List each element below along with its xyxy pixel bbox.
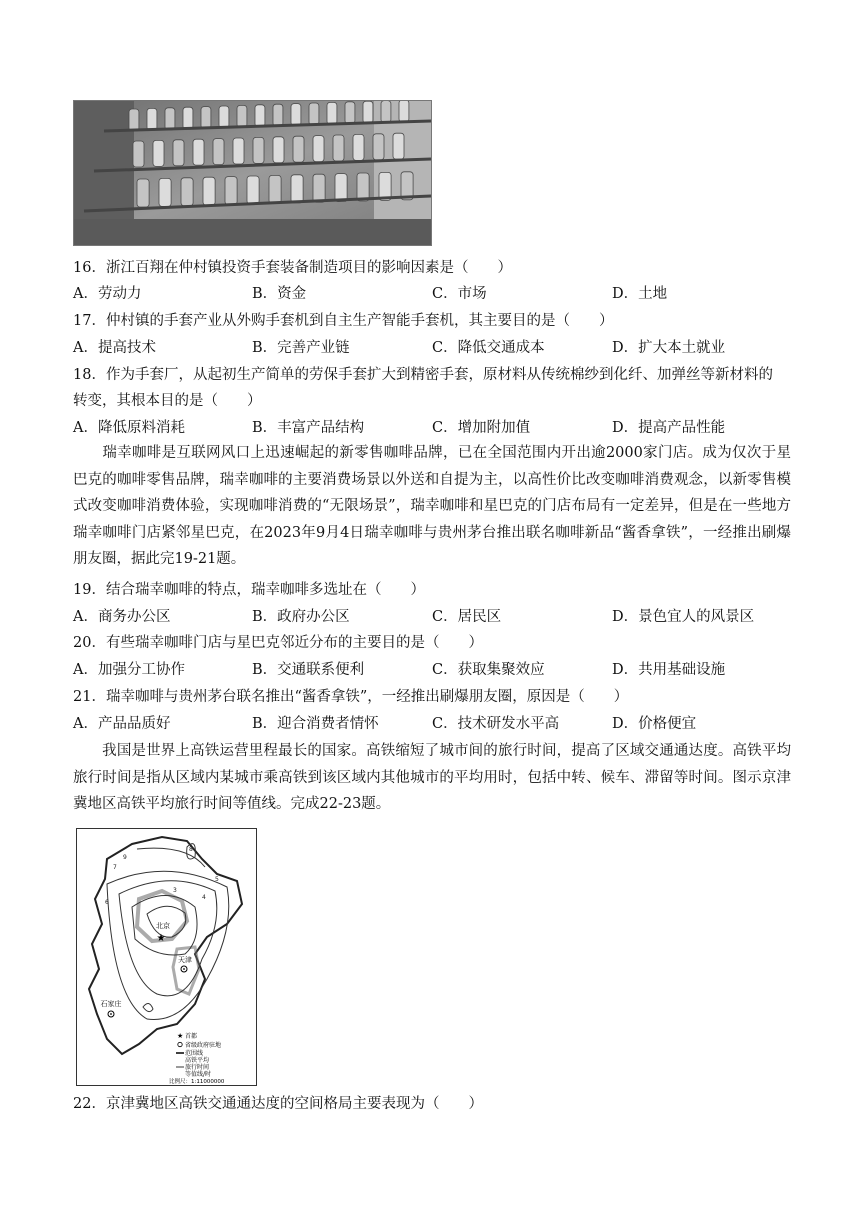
glove-shape <box>309 103 319 125</box>
legend-provincial-seat: 省级政府驻地 <box>185 1042 222 1049</box>
q21-option-d: D．价格便宜 <box>612 716 697 732</box>
glove-shape <box>269 175 281 203</box>
glove-shape <box>247 176 259 204</box>
q18-option-d: D．提高产品性能 <box>612 420 726 436</box>
glove-shape <box>203 177 215 205</box>
q17-option-c: C．降低交通成本 <box>432 340 545 356</box>
glove-shape <box>183 107 193 129</box>
coffee-passage <box>73 440 791 573</box>
glove-shape <box>393 133 404 159</box>
glove-shape <box>253 137 264 163</box>
contour-label: 8 <box>189 846 193 853</box>
rail-passage <box>73 738 791 818</box>
capital-star-icon: ★ <box>177 1032 184 1040</box>
contour-label: 6 <box>105 899 109 906</box>
glove-shape <box>129 109 139 131</box>
q16-option-b: B．资金 <box>252 286 307 302</box>
glove-shape <box>273 104 283 126</box>
q16-option-d: D．土地 <box>612 286 668 302</box>
question-18-stem-line1: 18．作为手套厂，从起初生产简单的劳保手套扩大到精密手套，原材料从传统棉纱到化纤、加弹丝等新材料的 <box>73 367 773 383</box>
q21-option-c: C．技术研发水平高 <box>432 716 560 732</box>
question-19-stem: 19．结合瑞幸咖啡的特点，瑞幸咖啡多选址在（ ） <box>73 582 425 598</box>
glove-shape <box>225 177 237 205</box>
glove-shape <box>255 105 265 127</box>
legend-boundary: 范围线 <box>185 1050 204 1057</box>
rail-passage-text: 我国是世界上高铁运营里程最长的国家。高铁缩短了城市间的旅行时间，提高了区域交通通达度。高铁平均旅行时间是指从区域内某城市乘高铁到该区域内其他城市的平均用时，包括中转、候车、滞留等时间。图示京津冀地区高铁平均旅行时间等值线。完成22-23题。 <box>73 743 791 812</box>
contour-label: 7 <box>113 864 117 871</box>
question-18-stem-line2: 转变，其根本目的是（ ） <box>73 393 262 409</box>
glove-machine-illustration <box>74 101 431 245</box>
q16-option-a: A．劳动力 <box>73 286 142 302</box>
provincial-seat-icon <box>178 1042 182 1046</box>
glove-shape <box>201 107 211 129</box>
glove-machine-photo <box>73 100 432 246</box>
glove-shape <box>153 140 164 166</box>
glove-shape <box>273 137 284 163</box>
glove-shape <box>159 178 171 206</box>
q20-option-b: B．交通联系便利 <box>252 662 365 678</box>
q21-option-b: B．迎合消费者情怀 <box>252 716 379 732</box>
glove-shape <box>291 104 301 126</box>
q17-option-d: D．扩大本土就业 <box>612 340 726 356</box>
q18-option-b: B．丰富产品结构 <box>252 420 365 436</box>
question-16-stem: 16．浙江百翔在仲村镇投资手套装备制造项目的影响因素是（ ） <box>73 260 512 276</box>
glove-shape <box>399 101 409 122</box>
glove-shape <box>379 172 391 200</box>
q18-option-c: C．增加附加值 <box>432 420 531 436</box>
glove-shape <box>345 102 355 124</box>
contour-label: 9 <box>123 854 127 861</box>
q19-option-d: D．景色宜人的风景区 <box>612 609 755 625</box>
contour-label: 3 <box>173 887 177 894</box>
glove-shape <box>219 106 229 128</box>
glove-shape <box>293 136 304 162</box>
coffee-passage-text: 瑞幸咖啡是互联网风口上迅速崛起的新零售咖啡品牌，已在全国范围内开出逾2000家门店。成为仅次于星巴克的咖啡零售品牌，瑞幸咖啡的主要消费场景以外送和自提为主，以高性价比改变咖啡消费观念，以新零售模式改变咖啡消费体验，实现咖啡消费的“无限场景”，瑞幸咖啡和星巴克的门店布局有一定差异，但是在一些地方瑞幸咖啡门店紧邻星巴克，在2023年9月4日瑞幸咖啡与贵州茅台推出联名咖啡新品“酱香拿铁”，一经推出刷爆朋友圈，据此完19-21题。 <box>73 445 791 567</box>
q17-option-b: B．完善产业链 <box>252 340 350 356</box>
glove-shape <box>327 102 337 124</box>
question-17-stem: 17．仲村镇的手套产业从外购手套机到自主生产智能手套机，其主要目的是（ ） <box>73 313 614 329</box>
question-21-stem: 21．瑞幸咖啡与贵州茅台联名推出“酱香拿铁”，一经推出刷爆朋友圈，原因是（ ） <box>73 689 629 705</box>
glove-shape <box>173 140 184 166</box>
glove-shape <box>353 134 364 160</box>
q21-option-a: A．产品品质好 <box>73 716 171 732</box>
legend-isoline-1: 高铁平均 <box>185 1057 210 1064</box>
glove-shape <box>165 108 175 130</box>
glove-shape <box>133 141 144 167</box>
glove-shape <box>313 174 325 202</box>
legend-isoline-3: 等值线/时 <box>185 1071 212 1078</box>
glove-shape <box>181 178 193 206</box>
glove-shape <box>313 136 324 162</box>
q19-option-b: B．政府办公区 <box>252 609 350 625</box>
capital-star-icon: ★ <box>156 933 166 944</box>
contour-label: 4 <box>202 894 206 901</box>
glove-shape <box>291 175 303 203</box>
glove-shape <box>137 179 149 207</box>
inner-ring <box>143 1003 153 1011</box>
jingjinji-rail-isoline-map <box>76 828 257 1086</box>
q17-option-a: A．提高技术 <box>73 340 156 356</box>
q16-option-c: C．市场 <box>432 286 487 302</box>
q20-option-d: D．共用基础设施 <box>612 662 726 678</box>
city-label-beijing: 北京 <box>156 922 170 930</box>
glove-shape <box>373 134 384 160</box>
map-scale: 比例尺：1:11000000 <box>169 1079 225 1085</box>
region-outline <box>89 837 242 1054</box>
legend-isoline-2: 旅行时间 <box>185 1064 210 1071</box>
glove-shape <box>363 101 373 123</box>
glove-shape <box>357 173 369 201</box>
question-22-stem: 22．京津冀地区高铁交通通达度的空间格局主要表现为（ ） <box>73 1096 483 1112</box>
q19-option-c: C．居民区 <box>432 609 502 625</box>
glove-shape <box>333 135 344 161</box>
city-label-shijiazhuang: 石家庄 <box>100 1000 122 1008</box>
question-20-stem: 20．有些瑞幸咖啡门店与星巴克邻近分布的主要目的是（ ） <box>73 635 483 651</box>
contour-label: 5 <box>215 876 219 883</box>
glove-shape <box>193 139 204 165</box>
legend-capital: 首都 <box>185 1033 198 1040</box>
glove-shape <box>335 174 347 202</box>
glove-shape <box>213 139 224 165</box>
q19-option-a: A．商务办公区 <box>73 609 171 625</box>
glove-shape <box>233 138 244 164</box>
glove-shape <box>147 108 157 130</box>
glove-shape <box>381 101 391 123</box>
map-legend <box>169 1032 225 1085</box>
city-label-tianjin: 天津 <box>178 956 192 964</box>
q20-option-c: C．获取集聚效应 <box>432 662 545 678</box>
q20-option-a: A．加强分工协作 <box>73 662 185 678</box>
glove-shape <box>237 105 247 127</box>
q18-option-a: A．降低原料消耗 <box>73 420 185 436</box>
